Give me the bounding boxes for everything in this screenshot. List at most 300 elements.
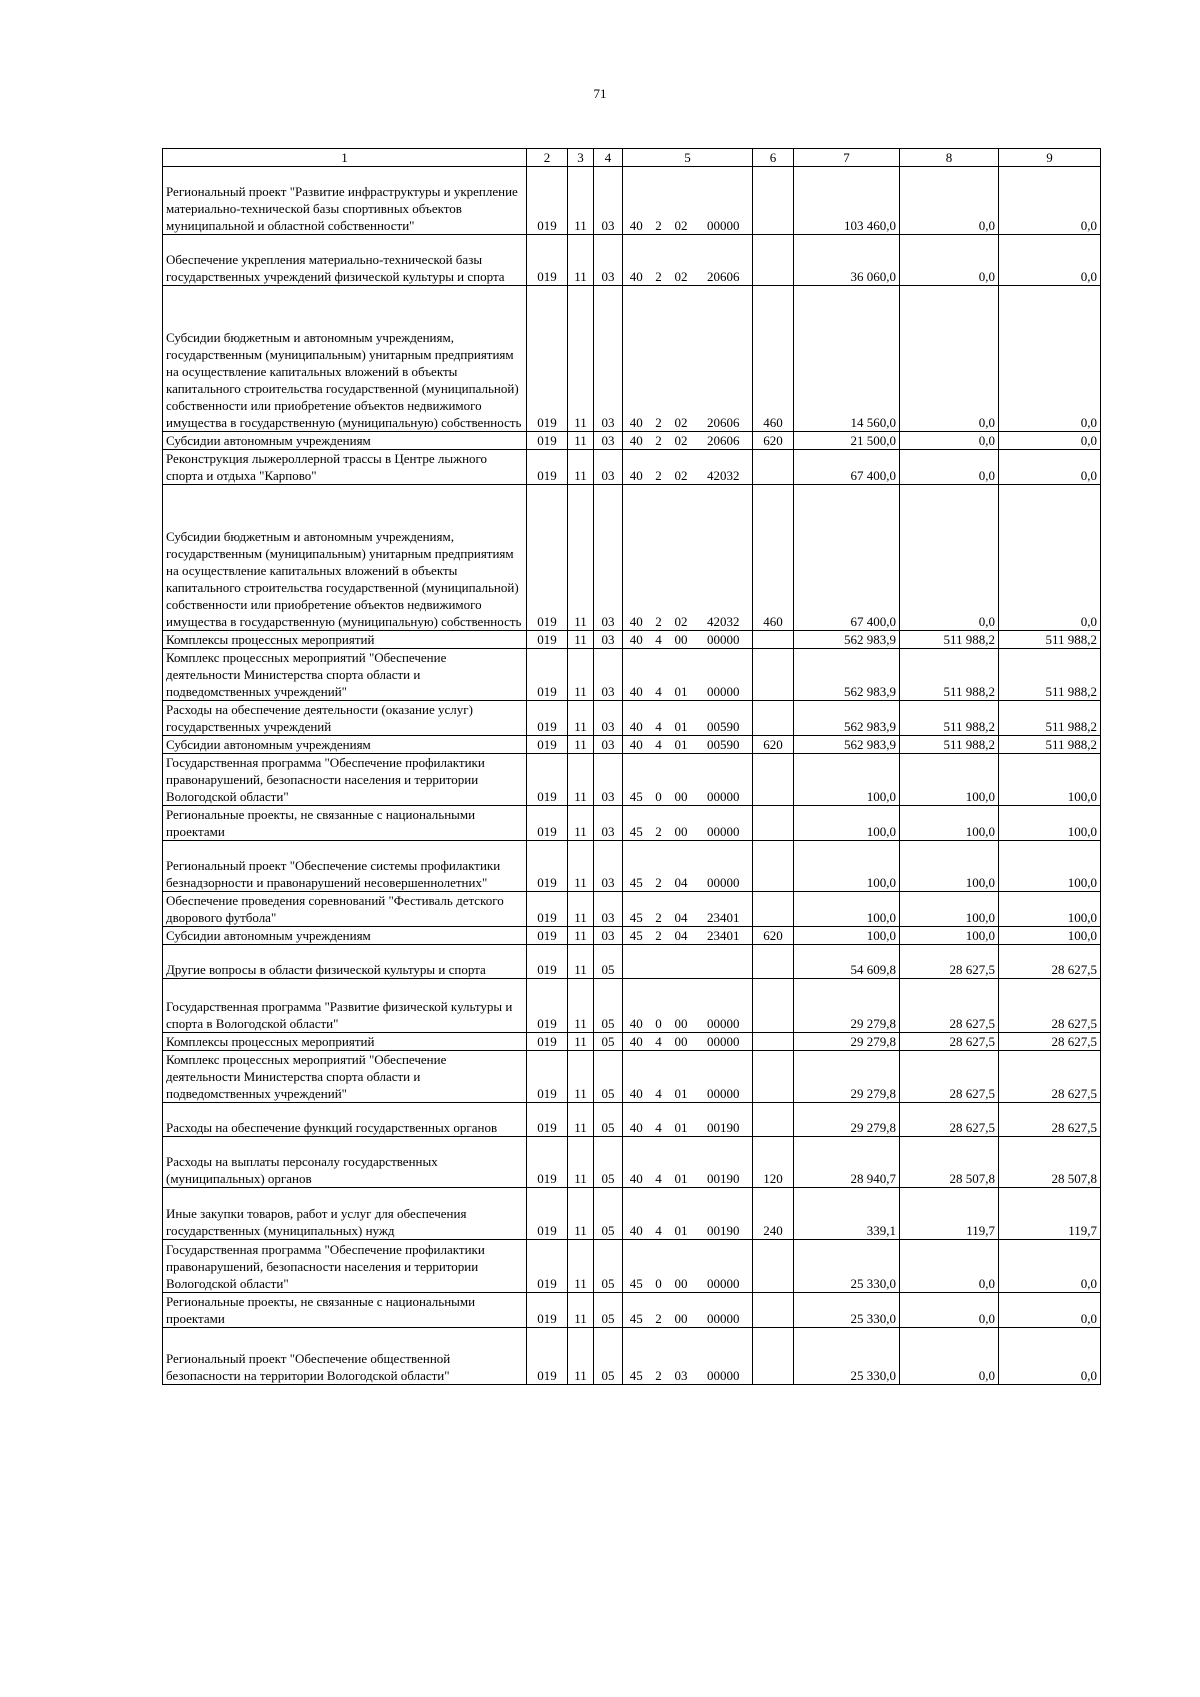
expense-type-cell: [753, 754, 794, 806]
description-cell: Расходы на выплаты персоналу государственных (муниципальных) органов: [163, 1137, 527, 1188]
amount-year2-cell: 100,0: [900, 806, 999, 841]
target-article-type-cell: 4: [650, 631, 668, 649]
target-article-type-cell: 2: [650, 432, 668, 450]
amount-year1-cell: 100,0: [794, 892, 900, 927]
target-article-direction-cell: 00000: [695, 1240, 753, 1293]
subsection-cell: 03: [594, 806, 623, 841]
amount-year3-cell: 100,0: [999, 892, 1101, 927]
subsection-cell: 03: [594, 235, 623, 286]
table-row: [163, 1051, 1101, 1103]
description-cell: Государственная программа "Обеспечение профилактики правонарушений, безопасности населения и территории Вологодской области": [163, 754, 527, 806]
target-article-program-cell: 40: [623, 649, 650, 701]
subsection-cell: 05: [594, 1240, 623, 1293]
table-row: [163, 1103, 1101, 1137]
expense-type-cell: 460: [753, 286, 794, 432]
ministry-code-cell: 019: [527, 1240, 568, 1293]
target-article-program-cell: 40: [623, 450, 650, 485]
expense-type-cell: [753, 1328, 794, 1385]
table-row: [163, 927, 1101, 945]
table-row: [163, 892, 1101, 927]
amount-year1-cell: 54 609,8: [794, 945, 900, 979]
target-article-type-cell: 0: [650, 1240, 668, 1293]
expense-type-cell: [753, 1051, 794, 1103]
target-article-type-cell: 2: [650, 286, 668, 432]
target-article-program-cell: 40: [623, 235, 650, 286]
table-row: [163, 979, 1101, 1033]
amount-year3-cell: 511 988,2: [999, 649, 1101, 701]
amount-year3-cell: 28 627,5: [999, 979, 1101, 1033]
ministry-code-cell: 019: [527, 979, 568, 1033]
amount-year2-cell: 0,0: [900, 485, 999, 631]
section-cell: 11: [568, 1137, 594, 1188]
table-row: [163, 649, 1101, 701]
table-row: [163, 754, 1101, 806]
subsection-cell: 03: [594, 927, 623, 945]
col-5-header: 5: [623, 149, 753, 167]
amount-year3-cell: 28 627,5: [999, 1033, 1101, 1051]
budget-table: [162, 148, 1101, 1385]
amount-year1-cell: 562 983,9: [794, 701, 900, 736]
target-article-event-cell: 01: [668, 1137, 695, 1188]
target-article-event-cell: 00: [668, 1033, 695, 1051]
target-article-event-cell: 02: [668, 485, 695, 631]
description-cell: Субсидии бюджетным и автономным учреждениям, государственным (муниципальным) унитарным предприятиям на осуществление капитальных вложений в объекты капитального строительства государственной (муниципальной) собственности или приобретение объектов недвижимого имущества в государственную (муниципальную) собственность: [163, 286, 527, 432]
expense-type-cell: [753, 235, 794, 286]
table-row: [163, 485, 1101, 631]
target-article-program-cell: 40: [623, 1033, 650, 1051]
target-article-event-cell: 01: [668, 1103, 695, 1137]
target-article-event-cell: 01: [668, 1051, 695, 1103]
amount-year2-cell: 28 507,8: [900, 1137, 999, 1188]
table-row: [163, 945, 1101, 979]
description-cell: Субсидии бюджетным и автономным учреждениям, государственным (муниципальным) унитарным предприятиям на осуществление капитальных вложений в объекты капитального строительства государственной (муниципальной) собственности или приобретение объектов недвижимого имущества в государственную (муниципальную) собственность: [163, 485, 527, 631]
target-article-type-cell: 2: [650, 841, 668, 892]
target-article-program-cell: 45: [623, 892, 650, 927]
section-cell: 11: [568, 1188, 594, 1240]
amount-year3-cell: 0,0: [999, 286, 1101, 432]
amount-year2-cell: 0,0: [900, 1328, 999, 1385]
target-article-event-cell: 00: [668, 1240, 695, 1293]
target-article-program-cell: 45: [623, 1328, 650, 1385]
ministry-code-cell: 019: [527, 286, 568, 432]
table-row: [163, 701, 1101, 736]
target-article-direction-cell: 00190: [695, 1188, 753, 1240]
target-article-event-cell: 04: [668, 927, 695, 945]
target-article-program-cell: 45: [623, 1293, 650, 1328]
target-article-program-cell: 45: [623, 1240, 650, 1293]
target-article-type-cell: 4: [650, 1103, 668, 1137]
target-article-event-cell: 04: [668, 841, 695, 892]
description-cell: Региональные проекты, не связанные с национальными проектами: [163, 1293, 527, 1328]
subsection-cell: 05: [594, 1103, 623, 1137]
ministry-code-cell: 019: [527, 1293, 568, 1328]
expense-type-cell: [753, 1293, 794, 1328]
amount-year3-cell: 100,0: [999, 841, 1101, 892]
amount-year2-cell: 100,0: [900, 841, 999, 892]
amount-year2-cell: 0,0: [900, 1240, 999, 1293]
amount-year1-cell: 100,0: [794, 754, 900, 806]
ministry-code-cell: 019: [527, 450, 568, 485]
col-7-header: 7: [794, 149, 900, 167]
table-row: [163, 1188, 1101, 1240]
expense-type-cell: [753, 631, 794, 649]
description-cell: Комплексы процессных мероприятий: [163, 631, 527, 649]
expense-type-cell: 620: [753, 432, 794, 450]
target-article-program-cell: 40: [623, 167, 650, 235]
col-4-header: 4: [594, 149, 623, 167]
amount-year3-cell: 0,0: [999, 1240, 1101, 1293]
amount-year2-cell: 511 988,2: [900, 701, 999, 736]
target-article-type-cell: 2: [650, 167, 668, 235]
subsection-cell: 05: [594, 1033, 623, 1051]
target-article-program-cell: 40: [623, 1103, 650, 1137]
description-cell: Субсидии автономным учреждениям: [163, 736, 527, 754]
description-cell: Реконструкция лыжероллерной трассы в Центре лыжного спорта и отдыха "Карпово": [163, 450, 527, 485]
ministry-code-cell: 019: [527, 631, 568, 649]
expense-type-cell: 620: [753, 736, 794, 754]
target-article-type-cell: 2: [650, 235, 668, 286]
expense-type-cell: [753, 1033, 794, 1051]
amount-year3-cell: 119,7: [999, 1188, 1101, 1240]
ministry-code-cell: 019: [527, 754, 568, 806]
description-cell: Обеспечение проведения соревнований "Фестиваль детского дворового футбола": [163, 892, 527, 927]
target-article-type-cell: 2: [650, 450, 668, 485]
subsection-cell: 03: [594, 432, 623, 450]
column-number-row: [163, 149, 1101, 167]
col-8-header: 8: [900, 149, 999, 167]
ministry-code-cell: 019: [527, 701, 568, 736]
expense-type-cell: 240: [753, 1188, 794, 1240]
subsection-cell: 03: [594, 167, 623, 235]
amount-year2-cell: 0,0: [900, 286, 999, 432]
section-cell: 11: [568, 432, 594, 450]
amount-year1-cell: 103 460,0: [794, 167, 900, 235]
target-article-event-cell: 01: [668, 1188, 695, 1240]
target-article-direction-cell: 00590: [695, 701, 753, 736]
section-cell: 11: [568, 1240, 594, 1293]
col-2-header: 2: [527, 149, 568, 167]
amount-year3-cell: 100,0: [999, 806, 1101, 841]
target-article-program-cell: 40: [623, 1051, 650, 1103]
amount-year1-cell: 25 330,0: [794, 1240, 900, 1293]
target-article-direction-cell: 00190: [695, 1103, 753, 1137]
description-cell: Государственная программа "Развитие физической культуры и спорта в Вологодской области": [163, 979, 527, 1033]
target-article-direction-cell: 20606: [695, 235, 753, 286]
amount-year2-cell: 28 627,5: [900, 1051, 999, 1103]
expense-type-cell: [753, 450, 794, 485]
target-article-program-cell: 40: [623, 631, 650, 649]
amount-year1-cell: 29 279,8: [794, 1051, 900, 1103]
amount-year2-cell: 0,0: [900, 1293, 999, 1328]
amount-year3-cell: 0,0: [999, 167, 1101, 235]
section-cell: 11: [568, 736, 594, 754]
page-number: 71: [593, 86, 607, 101]
amount-year1-cell: 100,0: [794, 841, 900, 892]
amount-year1-cell: 100,0: [794, 806, 900, 841]
target-article-event-cell: 01: [668, 736, 695, 754]
table-row: [163, 1328, 1101, 1385]
target-article-direction-cell: 00000: [695, 631, 753, 649]
col-3-header: 3: [568, 149, 594, 167]
description-cell: Региональные проекты, не связанные с национальными проектами: [163, 806, 527, 841]
ministry-code-cell: 019: [527, 736, 568, 754]
amount-year1-cell: 29 279,8: [794, 1103, 900, 1137]
target-article-type-cell: 4: [650, 1137, 668, 1188]
amount-year3-cell: 28 627,5: [999, 1051, 1101, 1103]
target-article-event-cell: 02: [668, 450, 695, 485]
target-article-program-cell: 40: [623, 736, 650, 754]
target-article-direction-cell: 00000: [695, 1293, 753, 1328]
expense-type-cell: [753, 1240, 794, 1293]
amount-year3-cell: 0,0: [999, 1328, 1101, 1385]
target-article-event-cell: 00: [668, 754, 695, 806]
target-article-direction-cell: [695, 945, 753, 979]
target-article-event-cell: 03: [668, 1328, 695, 1385]
target-article-program-cell: 40: [623, 701, 650, 736]
section-cell: 11: [568, 1103, 594, 1137]
subsection-cell: 03: [594, 701, 623, 736]
section-cell: 11: [568, 701, 594, 736]
description-cell: Иные закупки товаров, работ и услуг для обеспечения государственных (муниципальных) нужд: [163, 1188, 527, 1240]
ministry-code-cell: 019: [527, 1033, 568, 1051]
expense-type-cell: [753, 945, 794, 979]
ministry-code-cell: 019: [527, 649, 568, 701]
amount-year1-cell: 36 060,0: [794, 235, 900, 286]
target-article-type-cell: 2: [650, 806, 668, 841]
expense-type-cell: [753, 892, 794, 927]
amount-year3-cell: 511 988,2: [999, 631, 1101, 649]
target-article-direction-cell: 00000: [695, 649, 753, 701]
description-cell: Субсидии автономным учреждениям: [163, 432, 527, 450]
amount-year2-cell: 28 627,5: [900, 1103, 999, 1137]
subsection-cell: 03: [594, 736, 623, 754]
target-article-direction-cell: 00000: [695, 1328, 753, 1385]
ministry-code-cell: 019: [527, 945, 568, 979]
expense-type-cell: [753, 841, 794, 892]
subsection-cell: 05: [594, 1293, 623, 1328]
target-article-program-cell: 45: [623, 841, 650, 892]
amount-year1-cell: 25 330,0: [794, 1328, 900, 1385]
ministry-code-cell: 019: [527, 892, 568, 927]
target-article-program-cell: [623, 945, 650, 979]
subsection-cell: 03: [594, 485, 623, 631]
target-article-type-cell: 4: [650, 1033, 668, 1051]
table-row: [163, 806, 1101, 841]
target-article-direction-cell: 00000: [695, 1051, 753, 1103]
amount-year2-cell: 0,0: [900, 167, 999, 235]
description-cell: Комплекс процессных мероприятий "Обеспечение деятельности Министерства спорта области и подведомственных учреждений": [163, 1051, 527, 1103]
target-article-type-cell: 2: [650, 485, 668, 631]
amount-year1-cell: 14 560,0: [794, 286, 900, 432]
target-article-program-cell: 45: [623, 927, 650, 945]
amount-year2-cell: 28 627,5: [900, 979, 999, 1033]
ministry-code-cell: 019: [527, 1188, 568, 1240]
ministry-code-cell: 019: [527, 841, 568, 892]
description-cell: Расходы на обеспечение деятельности (оказание услуг) государственных учреждений: [163, 701, 527, 736]
subsection-cell: 05: [594, 945, 623, 979]
amount-year1-cell: 67 400,0: [794, 450, 900, 485]
section-cell: 11: [568, 806, 594, 841]
target-article-event-cell: [668, 945, 695, 979]
subsection-cell: 05: [594, 1051, 623, 1103]
subsection-cell: 03: [594, 841, 623, 892]
table-row: [163, 1137, 1101, 1188]
table-row: [163, 432, 1101, 450]
section-cell: 11: [568, 485, 594, 631]
target-article-type-cell: 4: [650, 1051, 668, 1103]
amount-year3-cell: 100,0: [999, 927, 1101, 945]
target-article-event-cell: 02: [668, 167, 695, 235]
amount-year3-cell: 0,0: [999, 450, 1101, 485]
amount-year1-cell: 21 500,0: [794, 432, 900, 450]
description-cell: Региональный проект "Обеспечение системы профилактики безнадзорности и правонарушений несовершеннолетних": [163, 841, 527, 892]
amount-year3-cell: 0,0: [999, 235, 1101, 286]
amount-year3-cell: 511 988,2: [999, 736, 1101, 754]
subsection-cell: 05: [594, 1188, 623, 1240]
amount-year3-cell: 0,0: [999, 432, 1101, 450]
description-cell: Субсидии автономным учреждениям: [163, 927, 527, 945]
ministry-code-cell: 019: [527, 432, 568, 450]
expense-type-cell: [753, 167, 794, 235]
section-cell: 11: [568, 754, 594, 806]
amount-year2-cell: 28 627,5: [900, 945, 999, 979]
target-article-type-cell: 4: [650, 701, 668, 736]
amount-year3-cell: 28 627,5: [999, 945, 1101, 979]
section-cell: 11: [568, 1328, 594, 1385]
section-cell: 11: [568, 927, 594, 945]
target-article-type-cell: 4: [650, 1188, 668, 1240]
amount-year2-cell: 0,0: [900, 450, 999, 485]
target-article-type-cell: 2: [650, 892, 668, 927]
target-article-direction-cell: 00190: [695, 1137, 753, 1188]
section-cell: 11: [568, 1033, 594, 1051]
table-row: [163, 1033, 1101, 1051]
target-article-program-cell: 40: [623, 979, 650, 1033]
target-article-type-cell: 2: [650, 927, 668, 945]
expense-type-cell: [753, 806, 794, 841]
target-article-type-cell: 2: [650, 1328, 668, 1385]
target-article-direction-cell: 23401: [695, 927, 753, 945]
amount-year2-cell: 100,0: [900, 927, 999, 945]
table-row: [163, 1240, 1101, 1293]
col-1-header: 1: [163, 149, 527, 167]
subsection-cell: 03: [594, 649, 623, 701]
ministry-code-cell: 019: [527, 1328, 568, 1385]
section-cell: 11: [568, 892, 594, 927]
target-article-direction-cell: 00000: [695, 754, 753, 806]
target-article-direction-cell: 00000: [695, 806, 753, 841]
amount-year1-cell: 25 330,0: [794, 1293, 900, 1328]
amount-year1-cell: 562 983,9: [794, 736, 900, 754]
section-cell: 11: [568, 649, 594, 701]
subsection-cell: 03: [594, 631, 623, 649]
expense-type-cell: [753, 1103, 794, 1137]
target-article-program-cell: 40: [623, 485, 650, 631]
target-article-direction-cell: 20606: [695, 286, 753, 432]
expense-type-cell: 620: [753, 927, 794, 945]
amount-year3-cell: 28 507,8: [999, 1137, 1101, 1188]
amount-year2-cell: 100,0: [900, 892, 999, 927]
target-article-event-cell: 00: [668, 631, 695, 649]
amount-year3-cell: 100,0: [999, 754, 1101, 806]
target-article-program-cell: 40: [623, 432, 650, 450]
target-article-event-cell: 00: [668, 1293, 695, 1328]
amount-year1-cell: 28 940,7: [794, 1137, 900, 1188]
target-article-event-cell: 04: [668, 892, 695, 927]
target-article-event-cell: 02: [668, 432, 695, 450]
target-article-event-cell: 02: [668, 286, 695, 432]
amount-year2-cell: 0,0: [900, 432, 999, 450]
target-article-program-cell: 45: [623, 806, 650, 841]
target-article-program-cell: 45: [623, 754, 650, 806]
expense-type-cell: [753, 649, 794, 701]
table-row: [163, 286, 1101, 432]
ministry-code-cell: 019: [527, 1137, 568, 1188]
section-cell: 11: [568, 286, 594, 432]
section-cell: 11: [568, 979, 594, 1033]
expense-type-cell: [753, 701, 794, 736]
amount-year1-cell: 339,1: [794, 1188, 900, 1240]
amount-year1-cell: 100,0: [794, 927, 900, 945]
amount-year2-cell: 28 627,5: [900, 1033, 999, 1051]
target-article-direction-cell: 00000: [695, 979, 753, 1033]
target-article-type-cell: 0: [650, 979, 668, 1033]
ministry-code-cell: 019: [527, 1051, 568, 1103]
section-cell: 11: [568, 1293, 594, 1328]
target-article-direction-cell: 00000: [695, 1033, 753, 1051]
target-article-event-cell: 01: [668, 649, 695, 701]
amount-year1-cell: 29 279,8: [794, 979, 900, 1033]
amount-year3-cell: 0,0: [999, 1293, 1101, 1328]
table-body: [163, 167, 1101, 1385]
expense-type-cell: 120: [753, 1137, 794, 1188]
target-article-direction-cell: 42032: [695, 450, 753, 485]
amount-year2-cell: 511 988,2: [900, 736, 999, 754]
amount-year3-cell: 511 988,2: [999, 701, 1101, 736]
amount-year3-cell: 0,0: [999, 485, 1101, 631]
target-article-type-cell: 4: [650, 649, 668, 701]
subsection-cell: 03: [594, 450, 623, 485]
description-cell: Другие вопросы в области физической культуры и спорта: [163, 945, 527, 979]
target-article-program-cell: 40: [623, 1188, 650, 1240]
target-article-direction-cell: 20606: [695, 432, 753, 450]
description-cell: Расходы на обеспечение функций государственных органов: [163, 1103, 527, 1137]
subsection-cell: 05: [594, 1328, 623, 1385]
target-article-program-cell: 40: [623, 286, 650, 432]
description-cell: Обеспечение укрепления материально-технической базы государственных учреждений физической культуры и спорта: [163, 235, 527, 286]
table-row: [163, 631, 1101, 649]
target-article-direction-cell: 00590: [695, 736, 753, 754]
target-article-event-cell: 00: [668, 979, 695, 1033]
ministry-code-cell: 019: [527, 235, 568, 286]
description-cell: Региональный проект "Развитие инфраструктуры и укрепление материально-технической базы спортивных объектов муниципальной и областной собственности": [163, 167, 527, 235]
target-article-event-cell: 02: [668, 235, 695, 286]
section-cell: 11: [568, 167, 594, 235]
ministry-code-cell: 019: [527, 167, 568, 235]
subsection-cell: 05: [594, 979, 623, 1033]
subsection-cell: 03: [594, 754, 623, 806]
target-article-event-cell: 00: [668, 806, 695, 841]
description-cell: Государственная программа "Обеспечение профилактики правонарушений, безопасности населения и территории Вологодской области": [163, 1240, 527, 1293]
table-row: [163, 235, 1101, 286]
subsection-cell: 03: [594, 892, 623, 927]
col-9-header: 9: [999, 149, 1101, 167]
section-cell: 11: [568, 1051, 594, 1103]
target-article-program-cell: 40: [623, 1137, 650, 1188]
target-article-event-cell: 01: [668, 701, 695, 736]
target-article-type-cell: 4: [650, 736, 668, 754]
section-cell: 11: [568, 235, 594, 286]
